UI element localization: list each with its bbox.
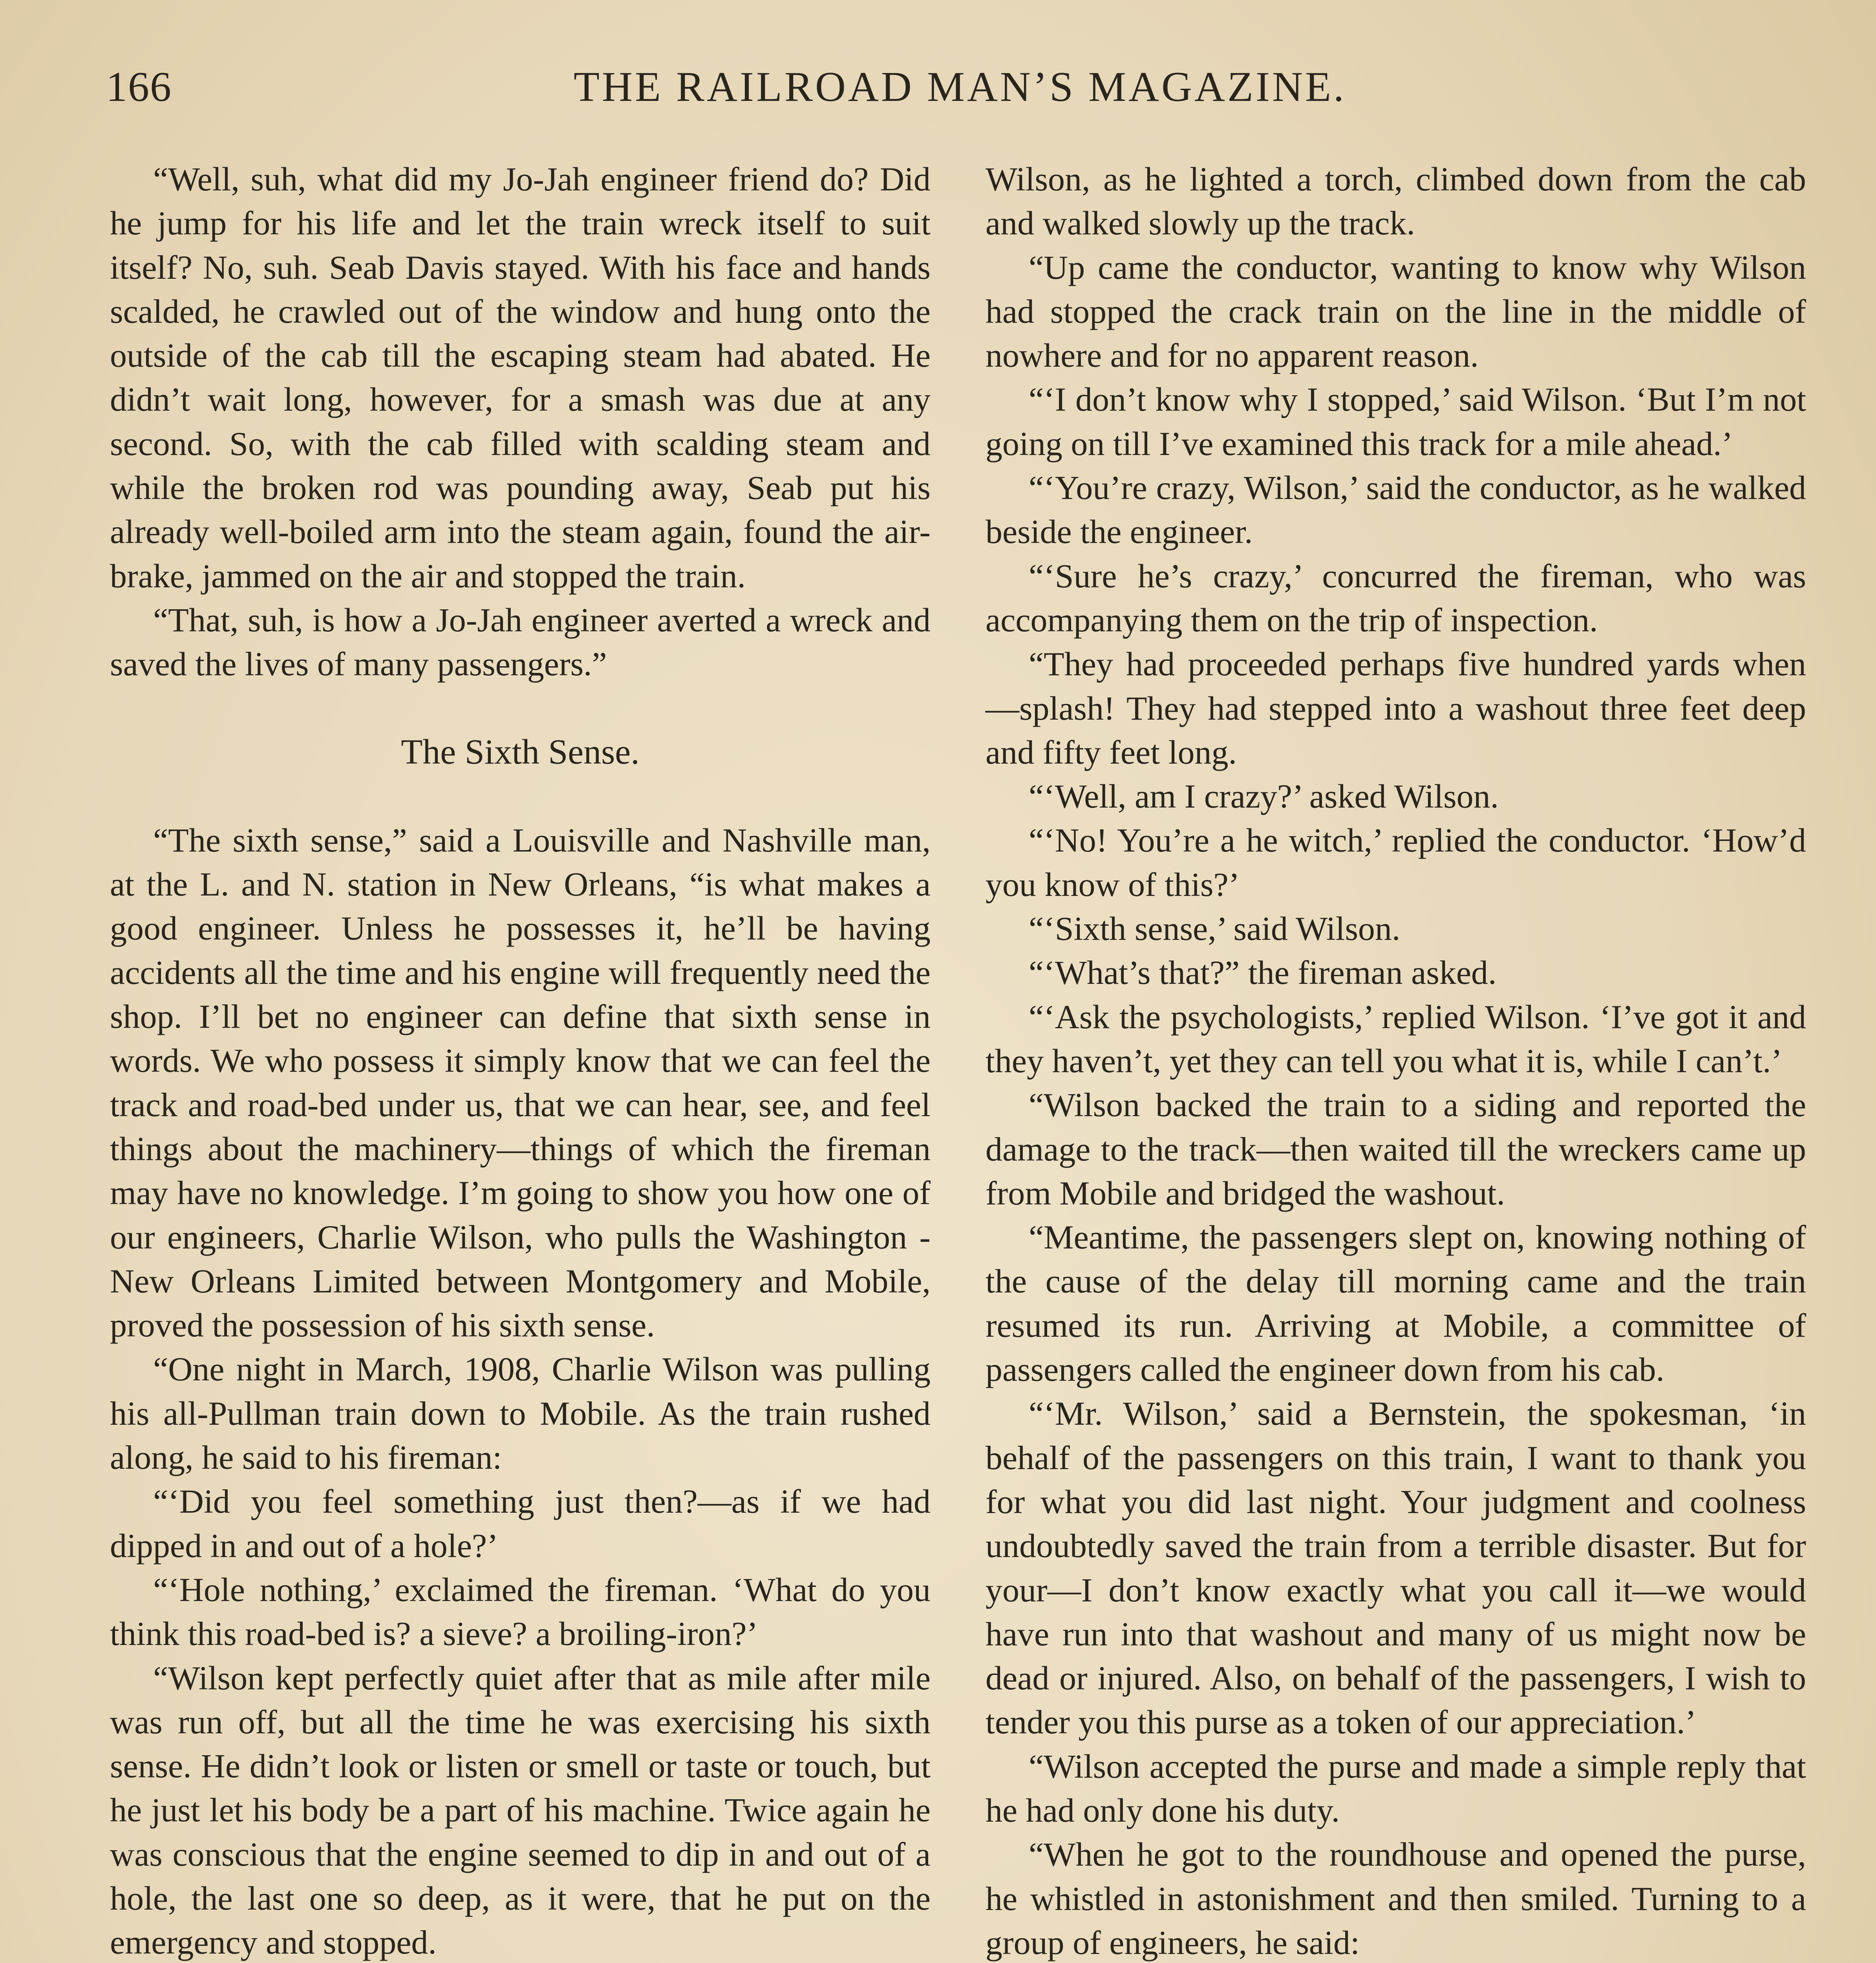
paragraph: “‘Ask the psychologists,’ replied Wilson. ‘I’ve got it and they haven’t, yet they can tell you what it is, while I can’t.’ <box>986 998 1806 1080</box>
paragraph: “Wilson accepted the purse and made a simple reply that he had only done his duty. <box>986 1747 1806 1829</box>
paragraph: “Meantime, the passengers slept on, knowing nothing of the cause of the delay till morning came and the train resumed its run. Arriving at Mobile, a committee of passengers called the engineer down from his cab. <box>986 1218 1806 1389</box>
paragraph: “Wilson backed the train to a siding and reported the damage to the track—then waited till the wreckers came up from Mobile and bridged the washout. <box>986 1086 1806 1212</box>
page-number: 166 <box>106 64 172 110</box>
paragraph: “Up came the conductor, wanting to know why Wilson had stopped the crack train on the line in the middle of nowhere and for no apparent reason. <box>986 248 1806 375</box>
paragraph: “‘Sure he’s crazy,’ concurred the fireman, who was accompanying them on the trip of inspection. <box>986 557 1806 639</box>
paragraph: “‘What’s that?” the fireman asked. <box>1029 954 1497 992</box>
paragraph: “‘Hole nothing,’ exclaimed the fireman. ‘What do you think this road-bed is? a sieve? a broiling-iron?’ <box>110 1570 931 1653</box>
paragraph: “‘I don’t know why I stopped,’ said Wilson. ‘But I’m not going on till I’ve examined this track for a mile ahead.’ <box>986 380 1806 462</box>
paragraph: “‘You’re crazy, Wilson,’ said the conductor, as he walked beside the engineer. <box>986 469 1806 551</box>
left-column <box>110 157 931 1963</box>
paragraph: “Well, suh, what did my Jo-Jah engineer friend do? Did he jump for his life and let the train wreck itself to suit itself? No, suh. Seab Davis stayed. With his face and hands scalded, he crawled out of the window and hung onto the outside of the cab till the escaping steam had abated. He didn’t wait long, however, for a smash was due at any second. So, with the cab filled with scalding steam and while the broken rod was pounding away, Seab put his already well-boiled arm into the steam again, found the air-brake, jammed on the air and stopped the train. <box>110 160 931 595</box>
right-column <box>986 157 1806 1963</box>
paragraph: “‘Did you feel something just then?—as if we had dipped in and out of a hole?’ <box>110 1482 931 1565</box>
paragraph: “That, suh, is how a Jo-Jah engineer averted a wreck and saved the lives of many passengers.” <box>110 601 931 683</box>
paragraph: “Wilson kept perfectly quiet after that as mile after mile was run off, but all the time he was exercising his sixth sense. He didn’t look or listen or smell or taste or touch, but he just let his body be a part of his machine. Twice again he was conscious that the engine seemed to dip in and out of a hole, the last one so deep, as it were, that he put on the emergency and stopped. <box>110 1659 931 1961</box>
paragraph: “‘No! You’re a he witch,’ replied the conductor. ‘How’d you know of this?’ <box>986 821 1806 903</box>
paragraph: “When he got to the roundhouse and opened the purse, he whistled in astonishment and then smiled. Turning to a group of engineers, he said: <box>986 1835 1806 1961</box>
paragraph: “The sixth sense,” said a Louisville and Nashville man, at the L. and N. station in New Orleans, “is what makes a good engineer. Unless he possesses it, he’ll be having accidents all the time and his engine will frequently need the shop. I’ll bet no engineer can define that sixth sense in words. We who possess it simply know that we can feel the track and road-bed under us, that we can hear, see, and feel things about the machinery—things of which the fireman may have no knowledge. I’m going to show you how one of our engineers, Charlie Wilson, who pulls the Washington - New Orleans Limited between Montgomery and Mobile, proved the possession of his sixth sense. <box>110 821 931 1344</box>
paragraph: “One night in March, 1908, Charlie Wilson was pulling his all-Pullman train down to Mobile. As the train rushed along, he said to his fireman: <box>110 1350 931 1477</box>
paragraph: “‘Well, am I crazy?’ asked Wilson. <box>1029 777 1499 815</box>
paragraph: “‘Sixth sense,’ said Wilson. <box>1029 910 1401 948</box>
running-title: THE RAILROAD MAN’S MAGAZINE. <box>574 64 1346 110</box>
paragraph: “‘Mr. Wilson,’ said a Bernstein, the spokesman, ‘in behalf of the passengers on this train, I want to thank you for what you did last night. Your judgment and coolness undoubtedly saved the train from a terrible disaster. But for your—I don’t know exactly what you call it—we would have run into that washout and many of us might now be dead or injured. Also, on behalf of the passengers, I wish to tender you this purse as a token of our appreciation.’ <box>986 1395 1806 1741</box>
paragraph: “They had proceeded perhaps five hundred yards when—splash! They had stepped into a washout three feet deep and fifty feet long. <box>986 645 1806 771</box>
paragraph-continued: Wilson, as he lighted a torch, climbed down from the cab and walked slowly up the track. <box>986 160 1806 242</box>
page-header <box>106 59 1814 122</box>
section-title: The Sixth Sense. <box>401 732 640 771</box>
